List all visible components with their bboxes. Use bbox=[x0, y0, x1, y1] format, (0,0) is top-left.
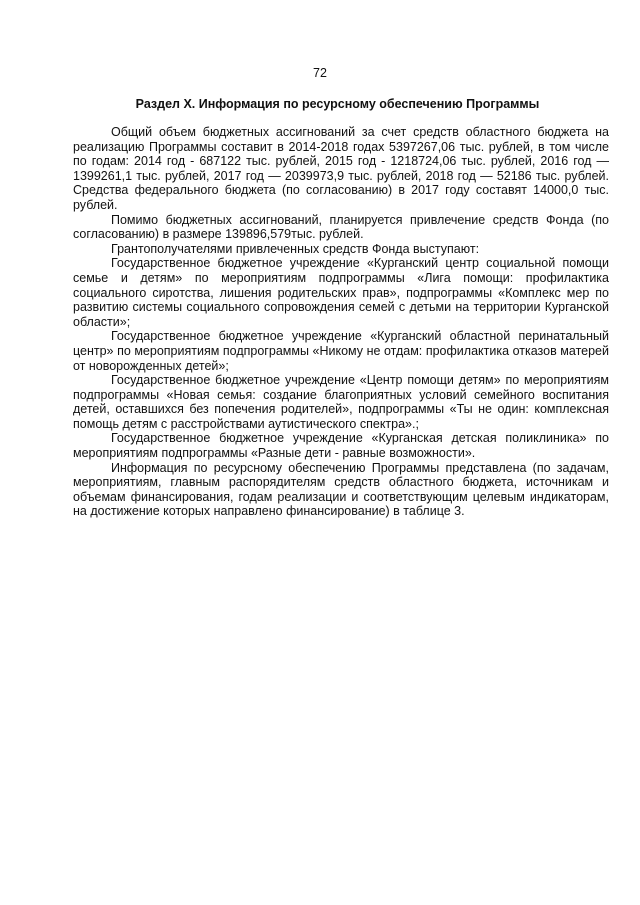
body-text bbox=[73, 125, 609, 519]
paragraph-grantee-perinatal-center: Государственное бюджетное учреждение «Курганский областной перинатальный центр» по мероприятиям подпрограммы «Никому не отдам: профилактика отказов матерей от новорожденных детей»; bbox=[73, 329, 609, 373]
paragraph-budget-total: Общий объем бюджетных ассигнований за счет средств областного бюджета на реализацию Программы составит в 2014-2018 годах 5397267,06 тыс. рублей, в том числе по годам: 2014 год - 687122 тыс. рублей, 2015 год - 1218724,06 тыс. рублей, 2016 год — 1399261,1 тыс. рублей, 2017 год — 2039973,9 тыс. рублей, 2018 год — 52186 тыс. рублей. Средства федерального бюджета (по согласованию) в 2017 году составят 14000,0 тыс. рублей. bbox=[73, 125, 609, 212]
paragraph-grantees-intro: Грантополучателями привлеченных средств Фонда выступают: bbox=[111, 241, 480, 256]
paragraph-grantee-polyclinic: Государственное бюджетное учреждение «Курганская детская поликлиника» по мероприятиям подпрограммы «Разные дети - равные возможности». bbox=[73, 431, 609, 461]
paragraph-fund: Помимо бюджетных ассигнований, планируется привлечение средств Фонда (по согласованию) в размере 139896,579тыс. рублей. bbox=[73, 212, 609, 242]
page-number: 72 bbox=[313, 66, 327, 80]
section-title: Раздел X. Информация по ресурсному обеспечению Программы bbox=[135, 97, 540, 111]
paragraph-grantee-children-help-center: Государственное бюджетное учреждение «Центр помощи детям» по мероприятиям подпрограммы «Новая семья: создание благоприятных условий семейного воспитания детей, оставшихся без попечения родителей», подпрограммы «Ты не один: комплексная помощь детям с расстройствами аутистического спектра».; bbox=[73, 373, 609, 431]
paragraph-table-reference: Информация по ресурсному обеспечению Программы представлена (по задачам, мероприятиям, главным распорядителям средств областного бюджета, источникам и объемам финансирования, годам реализации и соответствующим целевым индикаторам, на достижение которых направлено финансирование) в таблице 3. bbox=[73, 460, 609, 519]
paragraph-grantee-social-center: Государственное бюджетное учреждение «Курганский центр социальной помощи семье и детям» по мероприятиям подпрограммы «Лига помощи: профилактика социального сиротства, лишения родительских прав», подпрограммы «Комплекс мер по развитию системы социального сопровождения семей с детьми на территории Курганской области»; bbox=[73, 256, 609, 329]
